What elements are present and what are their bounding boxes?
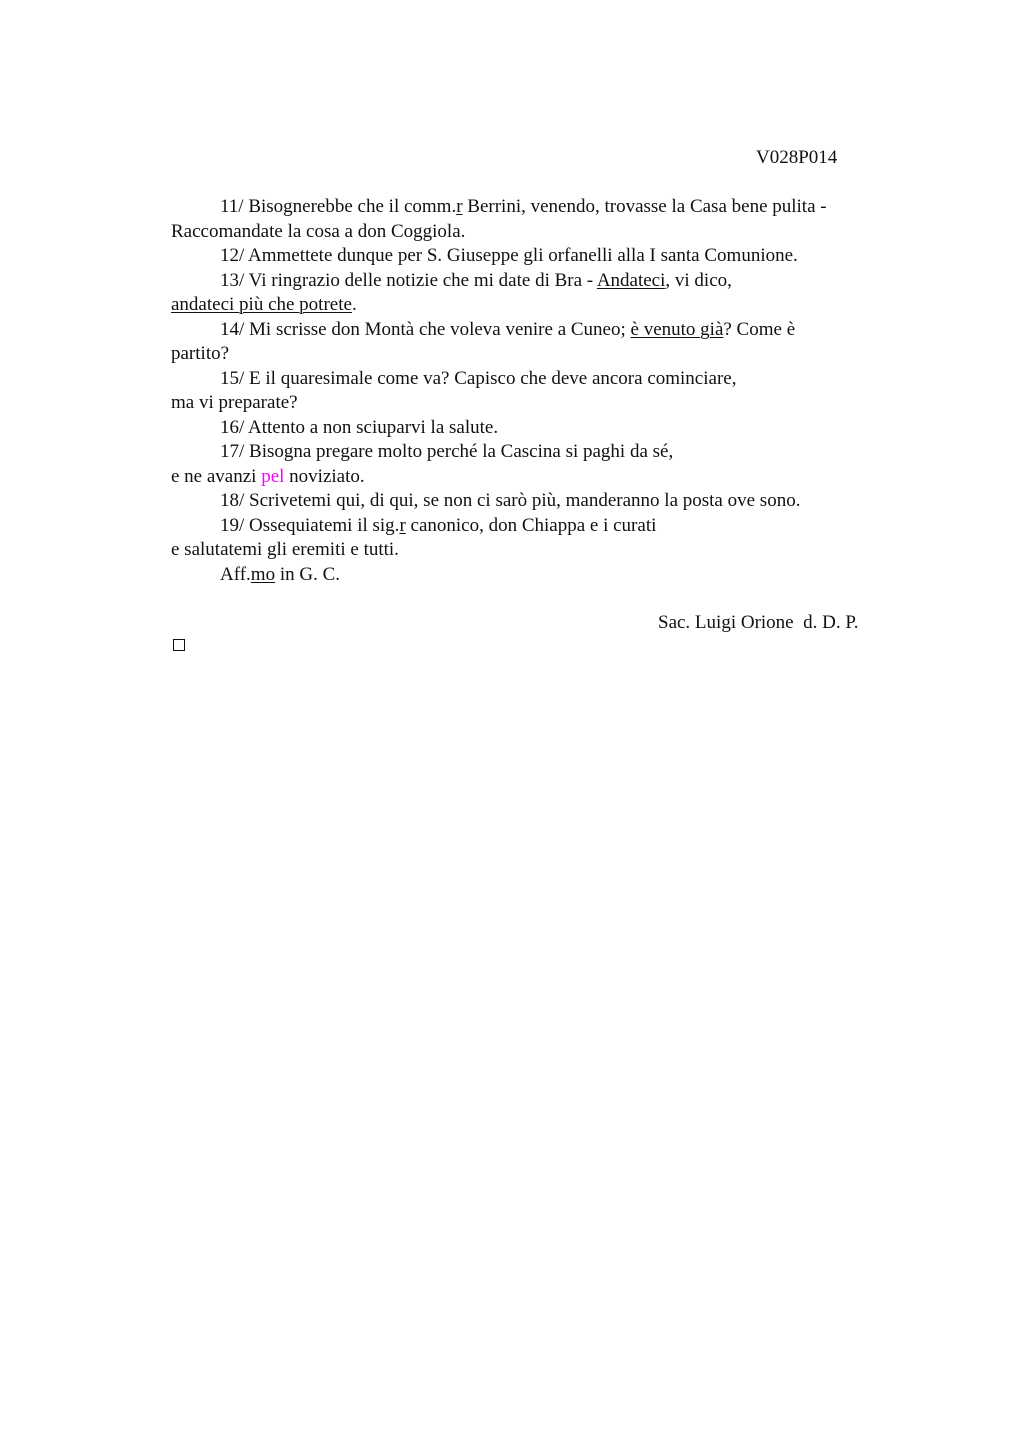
item-15-line-2: ma vi preparate? (171, 392, 298, 413)
item-14-line-1 (171, 318, 891, 343)
closing-aff: Aff. (220, 563, 251, 585)
item-17-highlighted-word: pel (261, 465, 285, 487)
item-11-abbrev-underlined: r (456, 196, 463, 217)
item-18-line-1: 18/ Scrivetemi qui, di qui, se non ci sarò più, manderanno la posta ove sono. (220, 490, 801, 511)
item-13-text: 13/ Vi ringrazio delle notizie che mi date di Bra - (220, 269, 597, 291)
item-14-underlined-phrase: è venuto già (630, 318, 724, 340)
item-14-line-2: partito? (171, 343, 230, 364)
item-19-text-cont: canonico, don Chiappa e i curati (405, 514, 657, 536)
item-14-text: 14/ Mi scrisse don Montà che voleva venire a Cuneo; (220, 318, 631, 340)
item-12-line-1: 12/ Ammettete dunque per S. Giuseppe gli orfanelli alla I santa Comunione. (220, 245, 798, 266)
item-11-line-1 (171, 195, 891, 220)
item-13-line-2 (171, 293, 891, 318)
closing-in-gc: in G. C. (275, 563, 341, 585)
closing-abbrev-underlined: mo (250, 563, 276, 585)
item-13-underlined-phrase: andateci più che potrete (171, 294, 352, 315)
item-13-underlined-andateci: Andateci (596, 269, 666, 291)
item-16-line-1: 16/ Attento a non sciuparvi la salute. (220, 416, 499, 438)
item-11-text: 11/ Bisognerebbe che il comm. (220, 196, 457, 217)
signature: Sac. Luigi Orione d. D. P. (658, 612, 859, 633)
item-14-text-cont: ? Come è (723, 318, 796, 340)
item-19-abbrev-underlined: r (399, 514, 406, 536)
item-19-line-1 (171, 514, 891, 539)
item-19-line-2: e salutatemi gli eremiti e tutti. (171, 539, 399, 560)
item-17-line-2 (171, 465, 891, 490)
item-17-text-cont: noviziato. (284, 465, 365, 487)
closing-line (171, 563, 891, 588)
item-11-line-2: Raccomandate la cosa a don Coggiola. (171, 220, 466, 242)
item-17-line-1: 17/ Bisogna pregare molto perché la Cascina si paghi da sé, (220, 441, 674, 462)
item-15-line-1: 15/ E il quaresimale come va? Capisco che deve ancora cominciare, (220, 367, 737, 389)
item-13-text-cont: , vi dico, (665, 269, 732, 291)
page-id-label: V028P014 (756, 147, 838, 168)
item-13-line-1 (171, 269, 891, 294)
item-17-text: e ne avanzi (171, 465, 262, 487)
box-marker-icon (173, 639, 185, 651)
item-19-text: 19/ Ossequiatemi il sig. (220, 514, 400, 536)
item-11-text-cont: Berrini, venendo, trovasse la Casa bene pulita - (462, 196, 827, 217)
letter-body (171, 195, 891, 587)
item-13-period: . (351, 294, 357, 315)
